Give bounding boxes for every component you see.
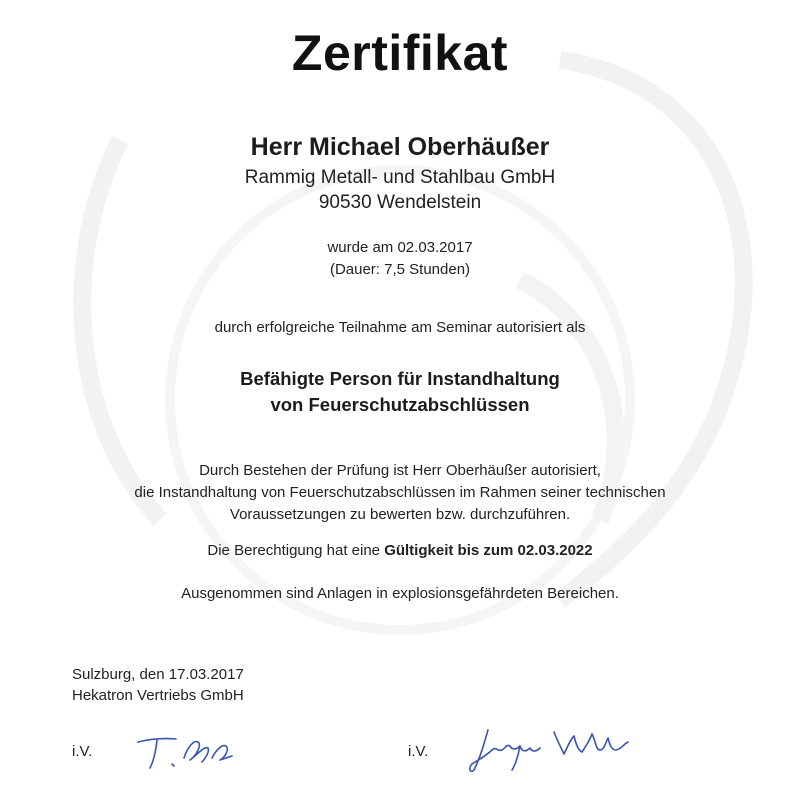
description-line-3: Voraussetzungen zu bewerten bzw. durchzuführen.: [229, 506, 571, 523]
seminar-date: wurde am 02.03.2017: [327, 239, 473, 256]
description-line-1: Durch Bestehen der Prüfung ist Herr Oberhäußer autorisiert,: [199, 462, 601, 479]
issue-place-date: Sulzburg, den 17.03.2017: [72, 666, 244, 683]
recipient-city: 90530 Wendelstein: [318, 192, 482, 213]
validity-statement: [0, 543, 800, 558]
qualification-line-1: Befähigte Person für Instandhaltung: [240, 368, 560, 389]
signature-label-right: i.V.: [408, 743, 429, 760]
signature-left: [132, 728, 242, 772]
signature-right: [466, 720, 636, 776]
issuer-company: Hekatron Vertriebs GmbH: [72, 687, 244, 704]
description-line-2: die Instandhaltung von Feuerschutzabschlüssen im Rahmen seiner technischen: [134, 484, 666, 501]
qualification-line-2: von Feuerschutzabschlüssen: [270, 394, 530, 415]
seminar-duration: (Dauer: 7,5 Stunden): [329, 261, 471, 278]
recipient-company: Rammig Metall- und Stahlbau GmbH: [244, 167, 556, 188]
validity-prefix: Die Berechtigung hat eine: [207, 542, 385, 559]
certificate-title: Zertifikat: [291, 25, 509, 81]
authorization-intro: durch erfolgreiche Teilnahme am Seminar autorisiert als: [214, 319, 586, 336]
validity-date: Gültigkeit bis zum 02.03.2022: [384, 542, 593, 559]
exclusion-note: Ausgenommen sind Anlagen in explosionsgefährdeten Bereichen.: [181, 585, 619, 602]
recipient-name: Herr Michael Oberhäußer: [250, 133, 550, 161]
signature-label-left: i.V.: [72, 743, 93, 760]
